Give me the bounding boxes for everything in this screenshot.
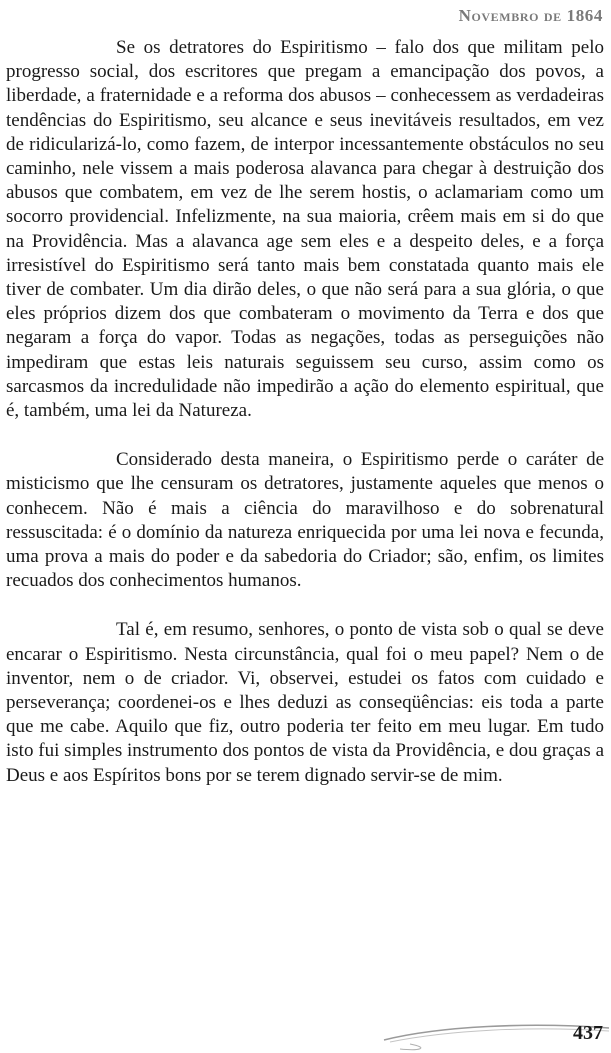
page-body xyxy=(6,36,604,813)
page-number: 437 xyxy=(573,1022,603,1044)
page-footer xyxy=(0,1018,611,1053)
running-header: Novembro de 1864 xyxy=(458,6,603,25)
paragraph-3: Tal é, em resumo, senhores, o ponto de vista sob o qual se deve encarar o Espiritismo. Nesta circunstância, qual foi o meu papel? Nem o de inventor, nem o de criador. Vi, observei, estudei os fatos com cuidado e perseverança; coordenei-os e lhes deduzi as conseqüências: eis toda a parte que me cabe. Aquilo que fiz, outro poderia ter feito em meu lugar. Em tudo isto fui simples instrumento dos pontos de vista da Providência, e dou graças a Deus e aos Espíritos bons por se terem dignado servir-se de mim. xyxy=(6,619,604,786)
paragraph-1: Se os detratores do Espiritismo – falo dos que militam pelo progresso social, dos escritores que pregam a emancipação dos povos, a liberdade, a fraternidade e a reforma dos abusos – conhecessem as verdadeiras tendências do Espiritismo, seu alcance e seus inevitáveis resultados, em vez de ridicularizá-lo, como fazem, de interpor incessantemente obstáculos no seu caminho, nele vissem a mais poderosa alavanca para chegar à destruição dos abusos que combatem, em vez de lhe serem hostis, o aclamariam como um socorro providencial. Infelizmente, na sua maioria, crêem mais em si do que na Providência. Mas a alavanca age sem eles e a despeito deles, e a força irresistível do Espiritismo será tanto mais bem constatada quanto mais ele tiver de combater. Um dia dirão deles, o que não será para a sua glória, o que eles próprios dizem dos que combateram o movimento da Terra e dos que negaram a força do vapor. Todas as negações, todas as perseguições não impediram que estas leis naturais seguissem seu curso, assim como os sarcasmos da incredulidade não impedirão a ação do elemento espiritual, que é, também, uma lei da Natureza. xyxy=(6,37,604,422)
paragraph-2: Considerado desta maneira, o Espiritismo perde o caráter de misticismo que lhe censuram os detratores, justamente aqueles que menos o conhecem. Não é mais a ciência do maravilhoso e do sobrenatural ressuscitada: é o domínio da natureza enriquecida por uma lei nova e fecunda, uma prova a mais do poder e da sabedoria do Criador; são, enfim, os limites recuados dos conhecimentos humanos. xyxy=(6,449,604,592)
